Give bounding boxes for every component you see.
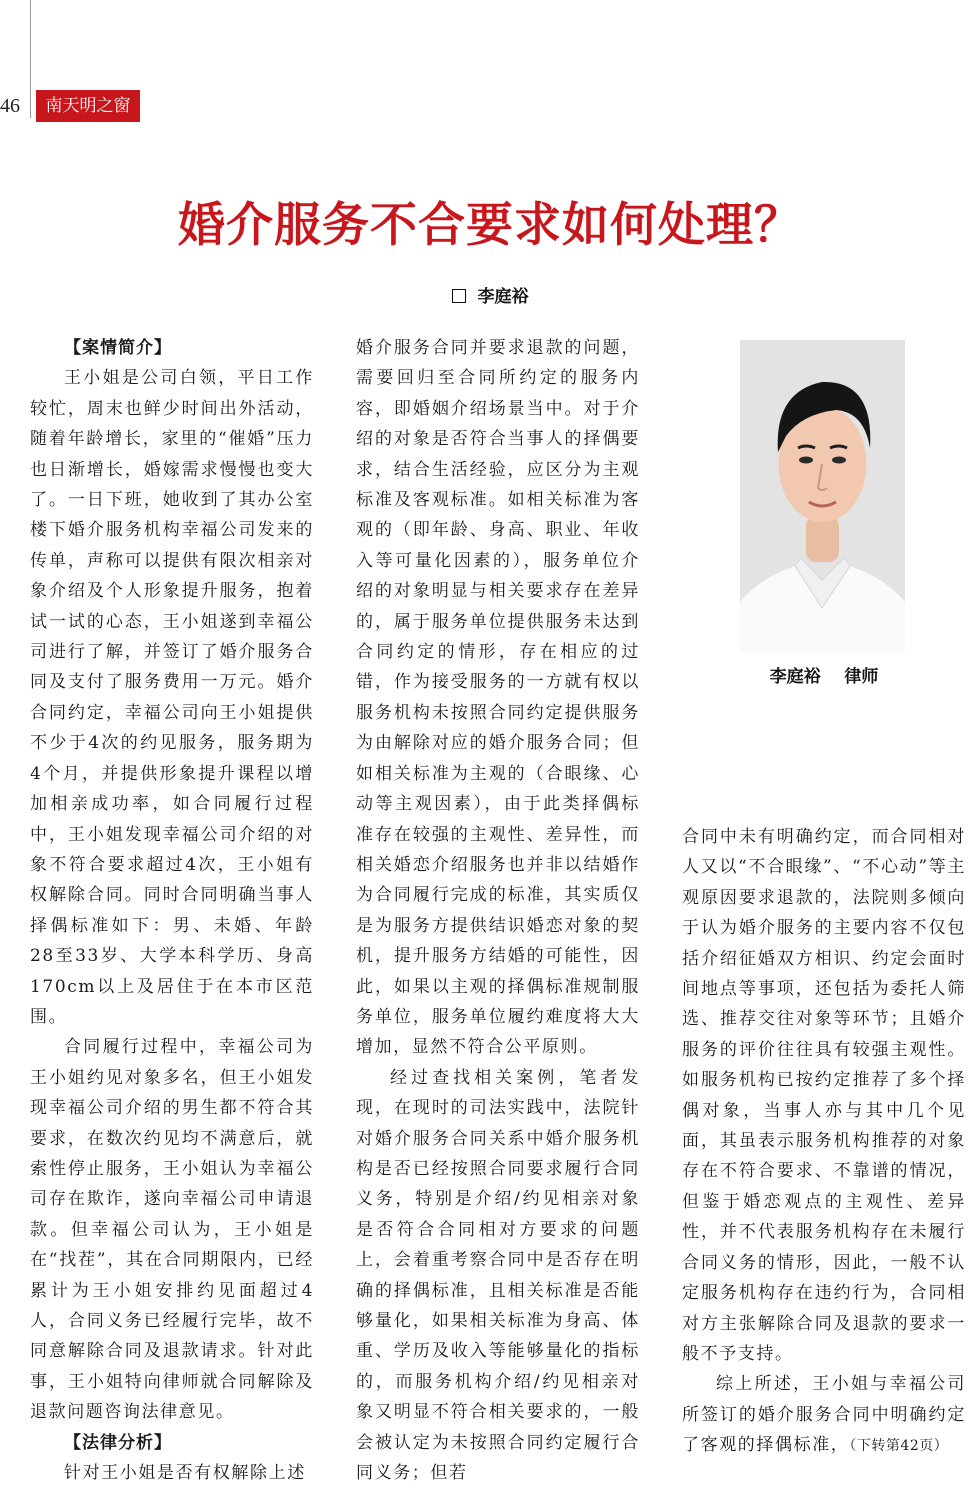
column-2 — [356, 333, 640, 1488]
column-1 — [30, 333, 314, 1488]
author-name: 李庭裕 — [477, 287, 529, 307]
paragraph-1: 王小姐是公司白领，平日工作较忙，周末也鲜少时间出外活动，随着年龄增长，家里的“催婚”压力也日渐增长，婚嫁需求慢慢也变大了。一日下班，她收到了其办公室楼下婚介服务机构幸福公司发来的传单，声称可以提供有限次相亲对象介绍及个人形象提升服务，抱着试一试的心态，王小姐遂到幸福公司进行了解，并签订了婚介服务合同及支付了服务费用一万元。婚介合同约定，幸福公司向王小姐提供不少于4次的约见服务，服务期为4个月，并提供形象提升课程以增加相亲成功率，如合同履行过程中，王小姐发现幸福公司介绍的对象不符合要求超过4次，王小姐有权解除合同。同时合同明确当事人择偶标准如下：男、未婚、年龄28至33岁、大学本科学历、身高170cm以上及居住于在本市区范围。 — [30, 368, 314, 1027]
photo-caption: 李庭裕 律师 — [769, 667, 879, 687]
paragraph-3-cont: 婚介服务合同并要求退款的问题，需要回归至合同所约定的服务内容，即婚姻介绍场景当中。对于介绍的对象是否符合当事人的择偶要求，结合生活经验，应区分为主观标准及客观标准。如相关标准为客观的（即年龄、身高、职业、年收入等可量化因素的），服务单位介绍的对象明显与相关要求存在差异的，属于服务单位提供服务未达到合同约定的情形，存在相应的过错，作为接受服务的一方就有权以服务机构未按照合同约定提供服务为由解除对应的婚介服务合同；但如相关标准为主观的（合眼缘、心动等主观因素），由于此类择偶标准存在较强的主观性、差异性，而相关婚恋介绍服务也并非以结婚作为合同履行完成的标准，其实质仅是为服务方提供结识婚恋对象的契机，提升服务方结婚的可能性，因此，如果以主观的择偶标准规制服务单位，服务单位履约难度将大大增加，显然不符合公平原则。 — [356, 338, 640, 1058]
section-label: 南天明之窗 — [36, 90, 140, 122]
square-icon — [452, 289, 466, 303]
margin-rule — [30, 0, 31, 118]
portrait-image — [740, 340, 905, 652]
article-title: 婚介服务不合要求如何处理？ — [178, 198, 802, 253]
paragraph-6 — [682, 1369, 966, 1461]
paragraph-6-text: 综上所述，王小姐与幸福公司所签订的婚介服务合同中明确约定了客观的择偶标准， — [682, 1374, 966, 1456]
heading-case: 【案情简介】 — [64, 338, 172, 358]
author-line — [0, 282, 980, 312]
paragraph-4: 经过查找相关案例，笔者发现，在现时的司法实践中，法院针对婚介服务合同关系中婚介服务机构是否已经按照合同要求履行合同义务，特别是介绍/约见相亲对象是否符合合同相对方要求的问题上，会着重考察合同中是否存在明确的择偶标准，且相关标准是否能够量化，如果相关标准为身高、体重、学历及收入等能够量化的指标的，而服务机构介绍/约见相亲对象又明显不符合相关要求的，一般会被认定为未按照合同约定履行合同义务；但若 — [356, 1067, 640, 1484]
column-3 — [682, 822, 966, 1462]
author-photo — [740, 340, 905, 652]
paragraph-2: 合同履行过程中，幸福公司为王小姐约见对象多名，但王小姐发现幸福公司介绍的男生都不符合其要求，在数次约见均不满意后，就索性停止服务，王小姐认为幸福公司存在欺诈，遂向幸福公司申请退款。但幸福公司认为，王小姐是在“找茬”，其在合同期限内，已经累计为王小姐安排约见面超过4人，合同义务已经履行完毕，故不同意解除合同及退款请求。针对此事，王小姐特向律师就合同解除及退款问题咨询法律意见。 — [30, 1037, 314, 1423]
continued-note: （下转第42页） — [849, 1438, 949, 1455]
heading-law: 【法律分析】 — [64, 1432, 172, 1453]
paragraph-5: 合同中未有明确约定，而合同相对人又以“不合眼缘”、“不心动”等主观原因要求退款的，法院则多倾向于认为婚介服务的主要内容不仅包括介绍征婚双方相识、约定会面时间地点等事项，还包括为委托人筛选、推荐交往对象等环节；且婚介服务的评价往往具有较强主观性。如服务机构已按约定推荐了多个择偶对象，当事人亦与其中几个见面，其虽表示服务机构推荐的对象存在不符合要求、不靠谱的情况，但鉴于婚恋观点的主观性、差异性，并不代表服务机构存在未履行合同义务的情形，因此，一般不认定服务机构存在违约行为，合同相对方主张解除合同及退款的要求一般不予支持。 — [682, 827, 966, 1364]
page-number: 46 — [0, 95, 20, 117]
paragraph-3-start: 针对王小姐是否有权解除上述 — [64, 1463, 306, 1484]
